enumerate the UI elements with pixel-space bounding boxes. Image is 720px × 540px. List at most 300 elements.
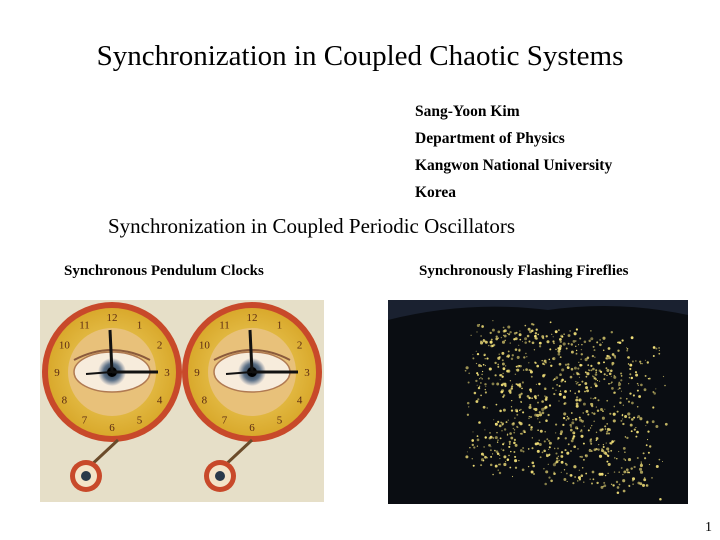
firefly-dot <box>614 355 617 358</box>
firefly-dot <box>501 422 504 425</box>
firefly-dot <box>593 376 595 378</box>
firefly-dot <box>485 386 486 387</box>
firefly-dot <box>603 446 605 448</box>
firefly-dot <box>489 367 492 370</box>
firefly-dot <box>565 437 567 439</box>
firefly-dot <box>496 383 499 386</box>
firefly-dot <box>505 365 506 366</box>
firefly-dot <box>632 477 635 480</box>
firefly-dot <box>539 413 542 416</box>
firefly-dot <box>644 477 645 478</box>
firefly-dot <box>471 335 472 336</box>
firefly-dot <box>482 378 483 379</box>
firefly-dot <box>653 355 655 357</box>
firefly-dot <box>547 414 549 416</box>
firefly-dot <box>623 490 626 493</box>
firefly-dot <box>479 386 480 387</box>
firefly-dot <box>529 416 530 417</box>
firefly-dot <box>599 455 602 458</box>
firefly-dot <box>513 451 515 453</box>
firefly-dot <box>536 384 537 385</box>
firefly-dot <box>472 458 473 459</box>
firefly-dot <box>627 348 629 350</box>
firefly-dot <box>637 482 640 485</box>
firefly-dot <box>653 346 656 349</box>
firefly-dot <box>555 390 556 391</box>
firefly-dot <box>575 381 576 382</box>
firefly-dot <box>655 348 657 350</box>
firefly-dot <box>625 459 626 460</box>
firefly-dot <box>590 443 592 445</box>
firefly-dot <box>617 342 619 344</box>
firefly-dot <box>599 381 600 382</box>
firefly-dot <box>610 450 612 452</box>
firefly-dot <box>481 374 483 376</box>
firefly-dot <box>608 473 609 474</box>
firefly-dot <box>512 384 513 385</box>
firefly-dot <box>622 474 623 475</box>
firefly-dot <box>658 347 660 349</box>
firefly-dot <box>599 344 602 347</box>
firefly-dot <box>574 393 576 395</box>
firefly-dot <box>573 465 576 468</box>
firefly-dot <box>486 457 488 459</box>
firefly-dot <box>646 444 648 446</box>
firefly-dot <box>482 342 483 343</box>
firefly-dot <box>566 452 569 455</box>
firefly-dot <box>590 438 591 439</box>
firefly-dot <box>541 360 543 362</box>
firefly-dot <box>579 470 580 471</box>
firefly-dot <box>521 388 523 390</box>
firefly-dot <box>611 376 612 377</box>
section-subtitle: Synchronization in Coupled Periodic Oscillators <box>108 214 516 238</box>
firefly-dot <box>613 376 616 379</box>
firefly-dot <box>559 363 562 366</box>
firefly-dot <box>535 397 537 399</box>
firefly-dot <box>500 422 501 423</box>
firefly-dot <box>553 472 554 473</box>
firefly-dot <box>646 421 648 423</box>
firefly-dot <box>626 437 628 439</box>
firefly-dot <box>635 371 637 373</box>
firefly-dot <box>485 437 487 439</box>
firefly-dot <box>628 472 630 474</box>
firefly-dot <box>598 444 599 445</box>
firefly-dot <box>532 437 533 438</box>
firefly-dot <box>566 348 568 350</box>
firefly-dot <box>507 370 510 373</box>
firefly-dot <box>515 383 516 384</box>
firefly-dot <box>589 449 592 452</box>
clock-numeral: 6 <box>109 422 115 434</box>
firefly-dot <box>582 467 584 469</box>
clock-numeral: 7 <box>81 414 88 427</box>
firefly-dot <box>588 369 590 371</box>
author-university: Kangwon National University <box>415 157 613 174</box>
firefly-dot <box>544 360 547 363</box>
firefly-dot <box>499 458 500 459</box>
firefly-dot <box>541 400 544 403</box>
firefly-dot <box>530 390 532 392</box>
firefly-dot <box>586 372 589 375</box>
firefly-dot <box>652 391 654 393</box>
firefly-dot <box>586 376 588 378</box>
firefly-dot <box>591 425 592 426</box>
firefly-dot <box>476 351 477 352</box>
firefly-dot <box>644 457 646 459</box>
firefly-dot <box>496 336 498 338</box>
firefly-dot <box>574 367 577 370</box>
firefly-dot <box>530 426 532 428</box>
firefly-dot <box>619 387 621 389</box>
firefly-dot <box>492 453 493 454</box>
pendulum-right <box>204 440 252 492</box>
firefly-dot <box>550 365 552 367</box>
firefly-dot <box>537 429 539 431</box>
firefly-dot <box>577 480 578 481</box>
firefly-dot <box>568 343 570 345</box>
firefly-dot <box>590 337 593 340</box>
firefly-dot <box>560 356 562 358</box>
firefly-dot <box>539 443 542 446</box>
firefly-dot <box>571 351 574 354</box>
firefly-dot <box>631 402 634 405</box>
firefly-dot <box>481 458 484 461</box>
firefly-dot <box>555 452 557 454</box>
firefly-dot <box>540 456 542 458</box>
firefly-dot <box>550 480 553 483</box>
firefly-dot <box>508 333 510 335</box>
firefly-dot <box>549 442 552 445</box>
firefly-dot <box>570 429 573 432</box>
firefly-dot <box>576 353 578 355</box>
firefly-dot <box>467 451 468 452</box>
firefly-dot <box>537 402 539 404</box>
firefly-dot <box>544 483 547 486</box>
firefly-dot <box>605 367 607 369</box>
firefly-dot <box>539 421 541 423</box>
firefly-dot <box>637 383 639 385</box>
firefly-dot <box>480 464 482 466</box>
firefly-dot <box>512 354 514 356</box>
firefly-dot <box>624 451 626 453</box>
pendulum-left <box>70 440 118 492</box>
firefly-dot <box>606 369 609 372</box>
firefly-dot <box>577 448 578 449</box>
firefly-dot <box>571 343 573 345</box>
firefly-dot <box>513 428 515 430</box>
firefly-dot <box>473 465 475 467</box>
clock-numeral: 2 <box>296 339 303 352</box>
firefly-dot <box>518 345 519 346</box>
firefly-dot <box>631 377 633 379</box>
firefly-dot <box>594 349 596 351</box>
firefly-dot <box>640 363 642 365</box>
firefly-dot <box>544 395 545 396</box>
firefly-dot <box>556 384 558 386</box>
firefly-dot <box>648 378 649 379</box>
firefly-dot <box>622 423 624 425</box>
firefly-dot <box>593 346 595 348</box>
firefly-dot <box>515 467 517 469</box>
firefly-dot <box>641 461 642 462</box>
firefly-dot <box>579 384 581 386</box>
firefly-dot <box>618 471 620 473</box>
firefly-dot <box>499 455 500 456</box>
firefly-dot <box>484 429 485 430</box>
firefly-dot <box>528 406 531 409</box>
firefly-dot <box>534 349 535 350</box>
firefly-dot <box>510 437 513 440</box>
firefly-dot <box>532 465 535 468</box>
firefly-dot <box>655 425 658 428</box>
firefly-dot <box>662 461 663 462</box>
firefly-dot <box>497 439 498 440</box>
firefly-dot <box>556 460 559 463</box>
firefly-dot <box>573 374 574 375</box>
firefly-dot <box>560 341 562 343</box>
firefly-dot <box>605 428 607 430</box>
firefly-dot <box>568 334 571 337</box>
firefly-dot <box>585 358 588 361</box>
firefly-dot <box>622 418 623 419</box>
firefly-dot <box>497 366 499 368</box>
firefly-dot <box>490 464 493 467</box>
firefly-dot <box>631 418 634 421</box>
firefly-dot <box>509 441 511 443</box>
firefly-dot <box>496 450 499 453</box>
firefly-dot <box>509 432 512 435</box>
firefly-dot <box>515 444 518 447</box>
firefly-dot <box>521 401 523 403</box>
firefly-dot <box>606 357 609 360</box>
firefly-dot <box>561 472 562 473</box>
firefly-dot <box>613 406 615 408</box>
firefly-dot <box>522 341 523 342</box>
firefly-dot <box>602 337 605 340</box>
firefly-dot <box>534 335 537 338</box>
firefly-dot <box>583 481 584 482</box>
firefly-dot <box>513 442 516 445</box>
firefly-dot <box>626 350 628 352</box>
firefly-dot <box>598 399 600 401</box>
firefly-dot <box>606 454 608 456</box>
firefly-dot <box>495 338 498 341</box>
fireflies-illustration <box>388 300 688 504</box>
clock-numeral: 3 <box>304 367 310 379</box>
firefly-dot <box>562 461 563 462</box>
firefly-dot <box>585 473 587 475</box>
firefly-dot <box>624 415 627 418</box>
firefly-dot <box>534 337 536 339</box>
firefly-dot <box>497 364 499 366</box>
firefly-dot <box>652 406 654 408</box>
firefly-dot <box>609 428 612 431</box>
firefly-dot <box>488 377 490 379</box>
firefly-dot <box>637 417 638 418</box>
firefly-dot <box>528 424 530 426</box>
firefly-dot <box>640 384 643 387</box>
firefly-dot <box>484 456 487 459</box>
firefly-dot <box>664 385 666 387</box>
firefly-dot <box>543 468 544 469</box>
firefly-dot <box>561 368 564 371</box>
firefly-dot <box>554 448 555 449</box>
firefly-dot <box>658 353 660 355</box>
firefly-dot <box>502 443 504 445</box>
firefly-dot <box>558 460 559 461</box>
firefly-dot <box>623 470 626 473</box>
firefly-dot <box>559 393 562 396</box>
firefly-dot <box>659 350 660 351</box>
firefly-dot <box>652 420 655 423</box>
firefly-dot <box>501 337 502 338</box>
firefly-dot <box>523 356 525 358</box>
firefly-dot <box>632 360 634 362</box>
firefly-dot <box>546 454 547 455</box>
clock-left <box>42 302 182 442</box>
pendulum-clocks-photo <box>40 300 324 502</box>
firefly-dot <box>596 341 598 343</box>
firefly-dot <box>515 374 516 375</box>
firefly-dot <box>468 406 469 407</box>
firefly-dot <box>596 437 599 440</box>
firefly-dot <box>472 431 473 432</box>
firefly-dot <box>521 393 523 395</box>
firefly-dot <box>534 362 536 364</box>
firefly-dot <box>663 376 664 377</box>
clock-numeral: 10 <box>198 339 210 352</box>
firefly-dot <box>499 410 502 413</box>
firefly-dot <box>567 363 569 365</box>
firefly-dot <box>557 447 559 449</box>
firefly-dot <box>549 446 551 448</box>
firefly-dot <box>508 446 510 448</box>
firefly-dot <box>472 444 474 446</box>
firefly-dot <box>503 455 506 458</box>
firefly-dot <box>618 389 619 390</box>
firefly-dot <box>476 363 477 364</box>
firefly-dot <box>499 354 500 355</box>
firefly-dot <box>587 364 589 366</box>
firefly-dot <box>597 448 599 450</box>
firefly-dot <box>533 473 535 475</box>
firefly-dot <box>579 417 581 419</box>
firefly-dot <box>496 432 498 434</box>
firefly-dot <box>525 353 526 354</box>
firefly-dot <box>570 450 572 452</box>
firefly-dot <box>571 412 573 414</box>
firefly-dot <box>606 355 608 357</box>
firefly-dot <box>580 358 582 360</box>
firefly-dot <box>539 345 541 347</box>
firefly-dot <box>578 362 579 363</box>
firefly-dot <box>620 420 622 422</box>
firefly-dot <box>474 392 477 395</box>
firefly-dot <box>484 383 486 385</box>
firefly-dot <box>504 385 506 387</box>
firefly-dot <box>640 471 643 474</box>
clock-numeral: 9 <box>194 367 200 379</box>
firefly-dot <box>509 331 511 333</box>
firefly-dot <box>507 354 510 357</box>
firefly-dot <box>620 372 622 374</box>
firefly-dot <box>572 482 574 484</box>
firefly-dot <box>591 405 593 407</box>
firefly-dot <box>599 339 601 341</box>
firefly-dot <box>542 412 545 415</box>
firefly-dot <box>647 430 649 432</box>
firefly-dot <box>647 361 649 363</box>
firefly-dot <box>576 383 578 385</box>
firefly-dot <box>567 366 570 369</box>
firefly-dot <box>597 380 598 381</box>
firefly-dot <box>571 439 574 442</box>
firefly-dot <box>531 397 533 399</box>
firefly-dot <box>492 474 494 476</box>
firefly-dot <box>609 413 611 415</box>
firefly-dot <box>637 406 639 408</box>
firefly-dot <box>617 411 619 413</box>
firefly-dot <box>473 446 475 448</box>
clock-numeral: 8 <box>201 394 208 407</box>
firefly-dot <box>546 340 549 343</box>
firefly-dot <box>503 327 505 329</box>
firefly-dot <box>583 459 585 461</box>
firefly-dot <box>633 417 635 419</box>
firefly-dot <box>528 417 530 419</box>
firefly-dot <box>500 379 501 380</box>
firefly-dot <box>635 427 636 428</box>
firefly-dot <box>504 329 507 332</box>
firefly-dot <box>629 392 631 394</box>
firefly-dot <box>566 473 568 475</box>
firefly-dot <box>590 387 592 389</box>
firefly-dot <box>546 438 548 440</box>
firefly-dot <box>627 412 630 415</box>
firefly-dot <box>483 364 485 366</box>
firefly-dot <box>559 338 562 341</box>
firefly-dot <box>608 383 610 385</box>
firefly-dot <box>603 486 604 487</box>
firefly-dot <box>603 484 606 487</box>
firefly-dot <box>508 455 509 456</box>
firefly-dot <box>512 423 515 426</box>
firefly-dot <box>558 456 559 457</box>
firefly-dot <box>475 380 477 382</box>
firefly-dot <box>570 376 573 379</box>
firefly-dot <box>518 349 520 351</box>
firefly-dot <box>570 426 572 428</box>
firefly-dot <box>530 416 532 418</box>
firefly-dot <box>516 369 517 370</box>
firefly-dot <box>576 350 577 351</box>
firefly-dot <box>604 409 605 410</box>
clock-numeral: 9 <box>54 367 60 379</box>
firefly-dot <box>537 450 540 453</box>
firefly-dot <box>496 404 498 406</box>
firefly-dot <box>549 359 551 361</box>
firefly-dot <box>485 358 486 359</box>
firefly-dot <box>621 339 623 341</box>
firefly-dot <box>544 407 547 410</box>
firefly-dot <box>522 468 525 471</box>
firefly-dot <box>564 381 566 383</box>
fireflies-photo <box>388 300 688 504</box>
firefly-dot <box>573 340 576 343</box>
firefly-dot <box>509 392 511 394</box>
